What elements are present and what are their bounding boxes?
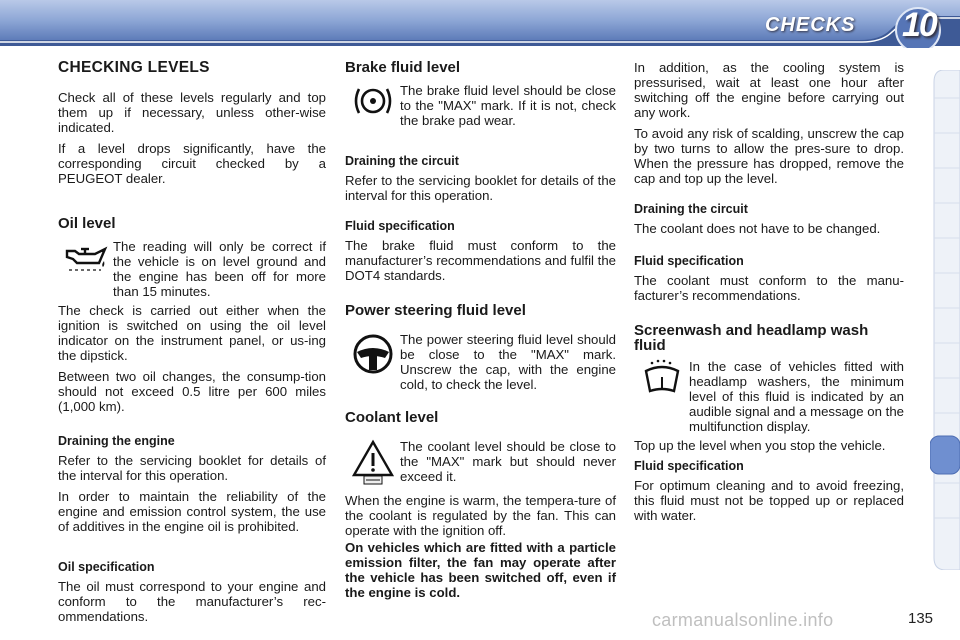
coolant-warning-paragraph: On vehicles which are fitted with a particle emission filter, the fan may operate after the vehicle has been switched off, even if the engine is cold. — [345, 540, 616, 600]
coolant-specification-paragraph: The coolant must conform to the manu-facturer’s recommendations. — [634, 273, 904, 303]
coolant-paragraph: When the engine is warm, the tempera-ture of the coolant is regulated by the fan. This can operate with the ignition off. — [345, 493, 616, 538]
screenwash-specification-heading: Fluid specification — [634, 459, 744, 473]
brake-specification-paragraph: The brake fluid must conform to the manufacturer’s recommendations and fulfil the DOT4 standards. — [345, 238, 616, 283]
screenwash-heading: Screenwash and headlamp wash fluid — [634, 322, 869, 354]
cooling-paragraph: To avoid any risk of scalding, unscrew the cap by two turns to allow the pres-sure to drop. When the pressure has dropped, remove the cap and top up the level. — [634, 126, 904, 186]
draining-engine-heading: Draining the engine — [58, 434, 175, 448]
brake-fluid-note: The brake fluid level should be close to the "MAX" mark. If it is not, check the brake pad wear. — [400, 83, 616, 128]
draining-engine-paragraph: In order to maintain the reliability of the engine and emission control system, the use of additives in the engine oil is prohibited. — [58, 489, 326, 534]
page-number: 135 — [908, 610, 934, 627]
brake-draining-heading: Draining the circuit — [345, 154, 459, 168]
screenwash-note: In the case of vehicles fitted with headlamp washers, the minimum level of this fluid is indicated by an audible signal and a message on the multifunction display. — [689, 359, 904, 434]
coolant-specification-heading: Fluid specification — [634, 254, 744, 268]
cooling-paragraph: In addition, as the cooling system is pressurised, wait at least one hour after switching off the engine before carrying out any work. — [634, 60, 904, 120]
intro-paragraph: Check all of these levels regularly and top them up if necessary, unless other-wise indicated. — [58, 90, 326, 135]
coolant-draining-heading: Draining the circuit — [634, 202, 748, 216]
chapter-tab-rail — [930, 70, 960, 570]
draining-engine-paragraph: Refer to the servicing booklet for details of the interval for this operation. — [58, 453, 326, 483]
screenwash-specification-paragraph: For optimum cleaning and to avoid freezing, this fluid must not be topped up or replaced with water. — [634, 478, 904, 523]
brake-draining-paragraph: Refer to the servicing booklet for details of the interval for this operation. — [345, 173, 616, 203]
steering-wheel-icon — [345, 332, 400, 376]
section-title: CHECKING LEVELS — [58, 59, 210, 76]
coolant-level-note: The coolant level should be close to the "MAX" mark but should never exceed it. — [400, 439, 616, 484]
watermark: carmanualsonline.info — [652, 610, 834, 630]
oil-specification-heading: Oil specification — [58, 560, 155, 574]
screenwash-paragraph: Top up the level when you stop the vehicle. — [634, 438, 886, 453]
intro-paragraph: If a level drops significantly, have the corresponding circuit checked by a PEUGEOT dealer. — [58, 141, 326, 186]
power-steering-note: The power steering fluid level should be close to the "MAX" mark. Unscrew the cap, with the engine cold, to check the level. — [400, 332, 616, 392]
brake-specification-heading: Fluid specification — [345, 219, 455, 233]
coolant-draining-paragraph: The coolant does not have to be changed. — [634, 221, 881, 236]
brake-fluid-heading: Brake fluid level — [345, 59, 461, 76]
column-right — [634, 60, 904, 529]
chapter-title: CHECKS — [765, 14, 856, 36]
column-middle — [345, 60, 616, 606]
oil-level-paragraph: The check is carried out either when the ignition is switched on using the oil level indicator on the instrument panel, or us-ing the dipstick. — [58, 303, 326, 363]
power-steering-heading: Power steering fluid level — [345, 302, 526, 319]
oil-level-heading: Oil level — [58, 215, 116, 232]
oil-level-note: The reading will only be correct if the vehicle is on level ground and the engine has been off for more than 15 minutes. — [113, 239, 326, 299]
oil-can-icon — [58, 239, 113, 275]
coolant-level-heading: Coolant level — [345, 409, 439, 426]
coolant-warning-icon — [345, 439, 400, 485]
column-left — [58, 60, 326, 630]
oil-level-paragraph: Between two oil changes, the consump-tion should not exceed 0.5 litre per 600 miles (1,000 km). — [58, 369, 326, 414]
screenwash-icon — [634, 359, 689, 399]
oil-specification-paragraph: The oil must correspond to your engine and conform to the manufacturer’s rec-ommendations. — [58, 579, 326, 624]
brake-warning-icon — [345, 83, 400, 119]
chapter-number: 10 — [902, 6, 936, 44]
